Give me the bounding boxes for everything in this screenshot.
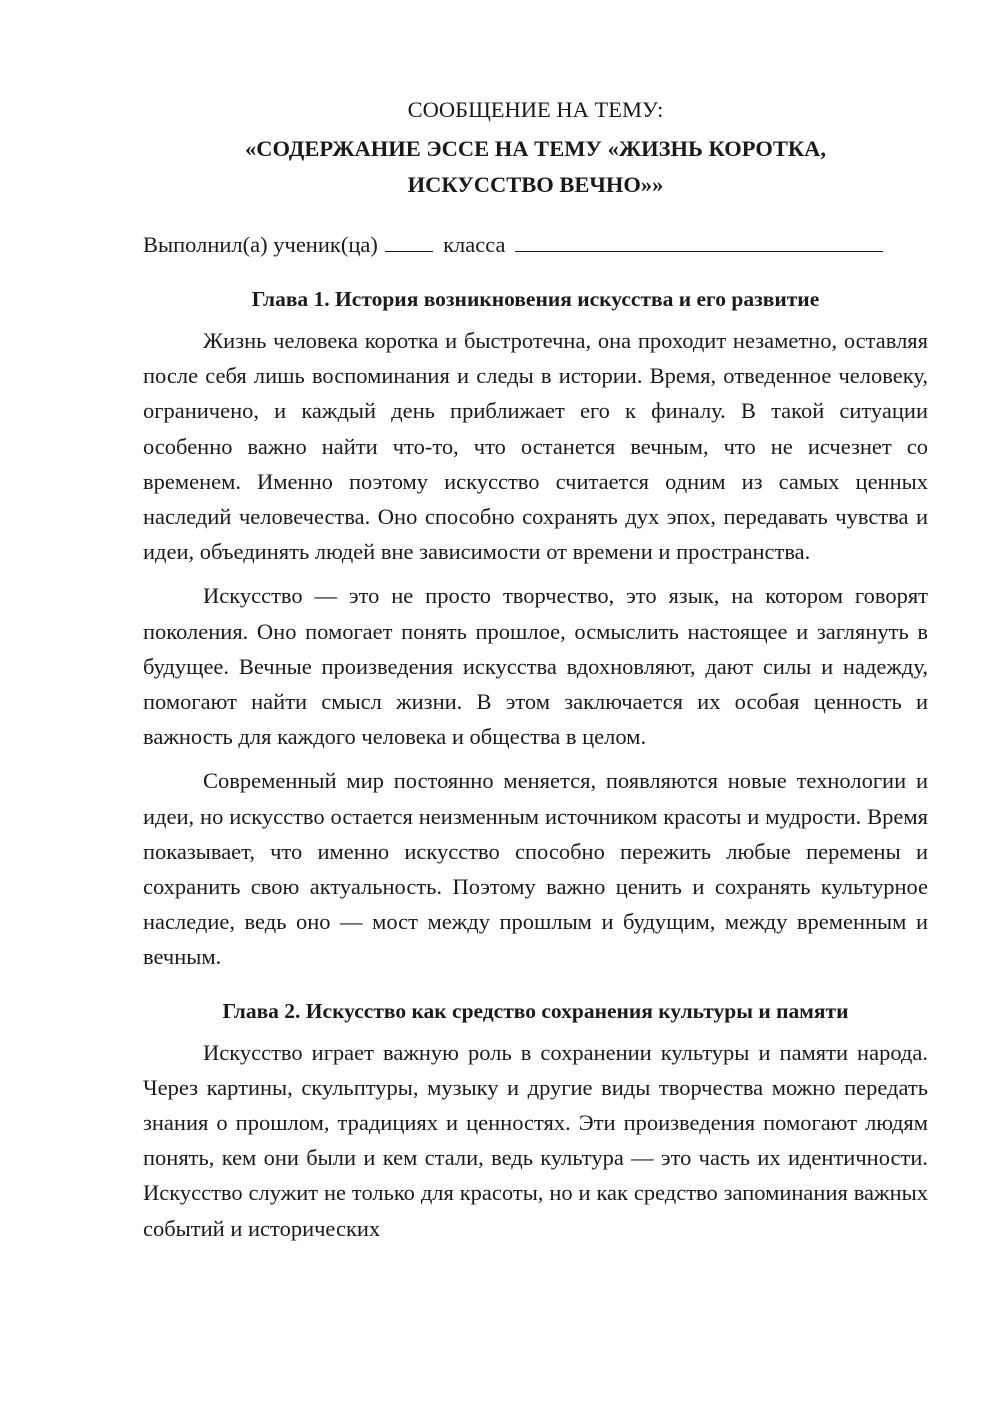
essay-title-line-1: «СОДЕРЖАНИЕ ЭССЕ НА ТЕМУ «ЖИЗНЬ КОРОТКА, [244, 136, 827, 161]
chapter-1-paragraph-1: Жизнь человека коротка и быстротечна, она проходит незаметно, оставляя после себя лишь воспоминания и следы в истории. Время, отведенное человеку, ограничено, и каждый день приближает его к финалу. В такой ситуации особенно важно найти что-то, что останется вечным, что не исчезнет со временем. Именно поэтому искусство считается одним из самых ценных наследий человечества. Оно способно сохранять дух эпох, передавать чувства и идеи, объединять людей вне зависимости от времени и пространства. [143, 328, 928, 565]
class-label: класса [443, 232, 506, 257]
chapter-1-heading: Глава 1. История возникновения искусства и его развитие [251, 287, 820, 311]
chapter-2-paragraph-1: Искусство играет важную роль в сохранении культуры и памяти народа. Через картины, скульптуры, музыку и другие виды творчества можно передать знания о прошлом, традициях и ценностях. Эти произведения помогают людям понять, кем они были и кем стали, ведь культура — это часть их идентичности. Искусство служит не только для красоты, но и как средство запоминания важных событий и исторических [143, 1039, 928, 1241]
topic-line: СООБЩЕНИЕ НА ТЕМУ: [407, 97, 664, 122]
author-line [143, 227, 928, 263]
grade-blank [385, 231, 433, 252]
name-blank [515, 231, 883, 252]
chapter-2-heading: Глава 2. Искусство как средство сохранения культуры и памяти [222, 998, 849, 1023]
performed-by-label: Выполнил(а) ученик(ца) [143, 232, 378, 257]
essay-title-line-2: ИСКУССТВО ВЕЧНО»» [407, 172, 664, 197]
chapter-1-paragraph-3: Современный мир постоянно меняется, появляются новые технологии и идеи, но искусство остается неизменным источником красоты и мудрости. Время показывает, что именно искусство способно пережить любые перемены и сохранить свою актуальность. Поэтому важно ценить и сохранять культурное наследие, ведь оно — мост между прошлым и будущим, между временным и вечным. [143, 768, 928, 970]
document-page [143, 92, 928, 1255]
chapter-1-paragraph-2: Искусство — это не просто творчество, это язык, на котором говорят поколения. Оно помогает понять прошлое, осмыслить настоящее и заглянуть в будущее. Вечные произведения искусства вдохновляют, дают силы и надежду, помогают найти смысл жизни. В этом заключается их особая ценность и важность для каждого человека и общества в целом. [143, 583, 928, 750]
